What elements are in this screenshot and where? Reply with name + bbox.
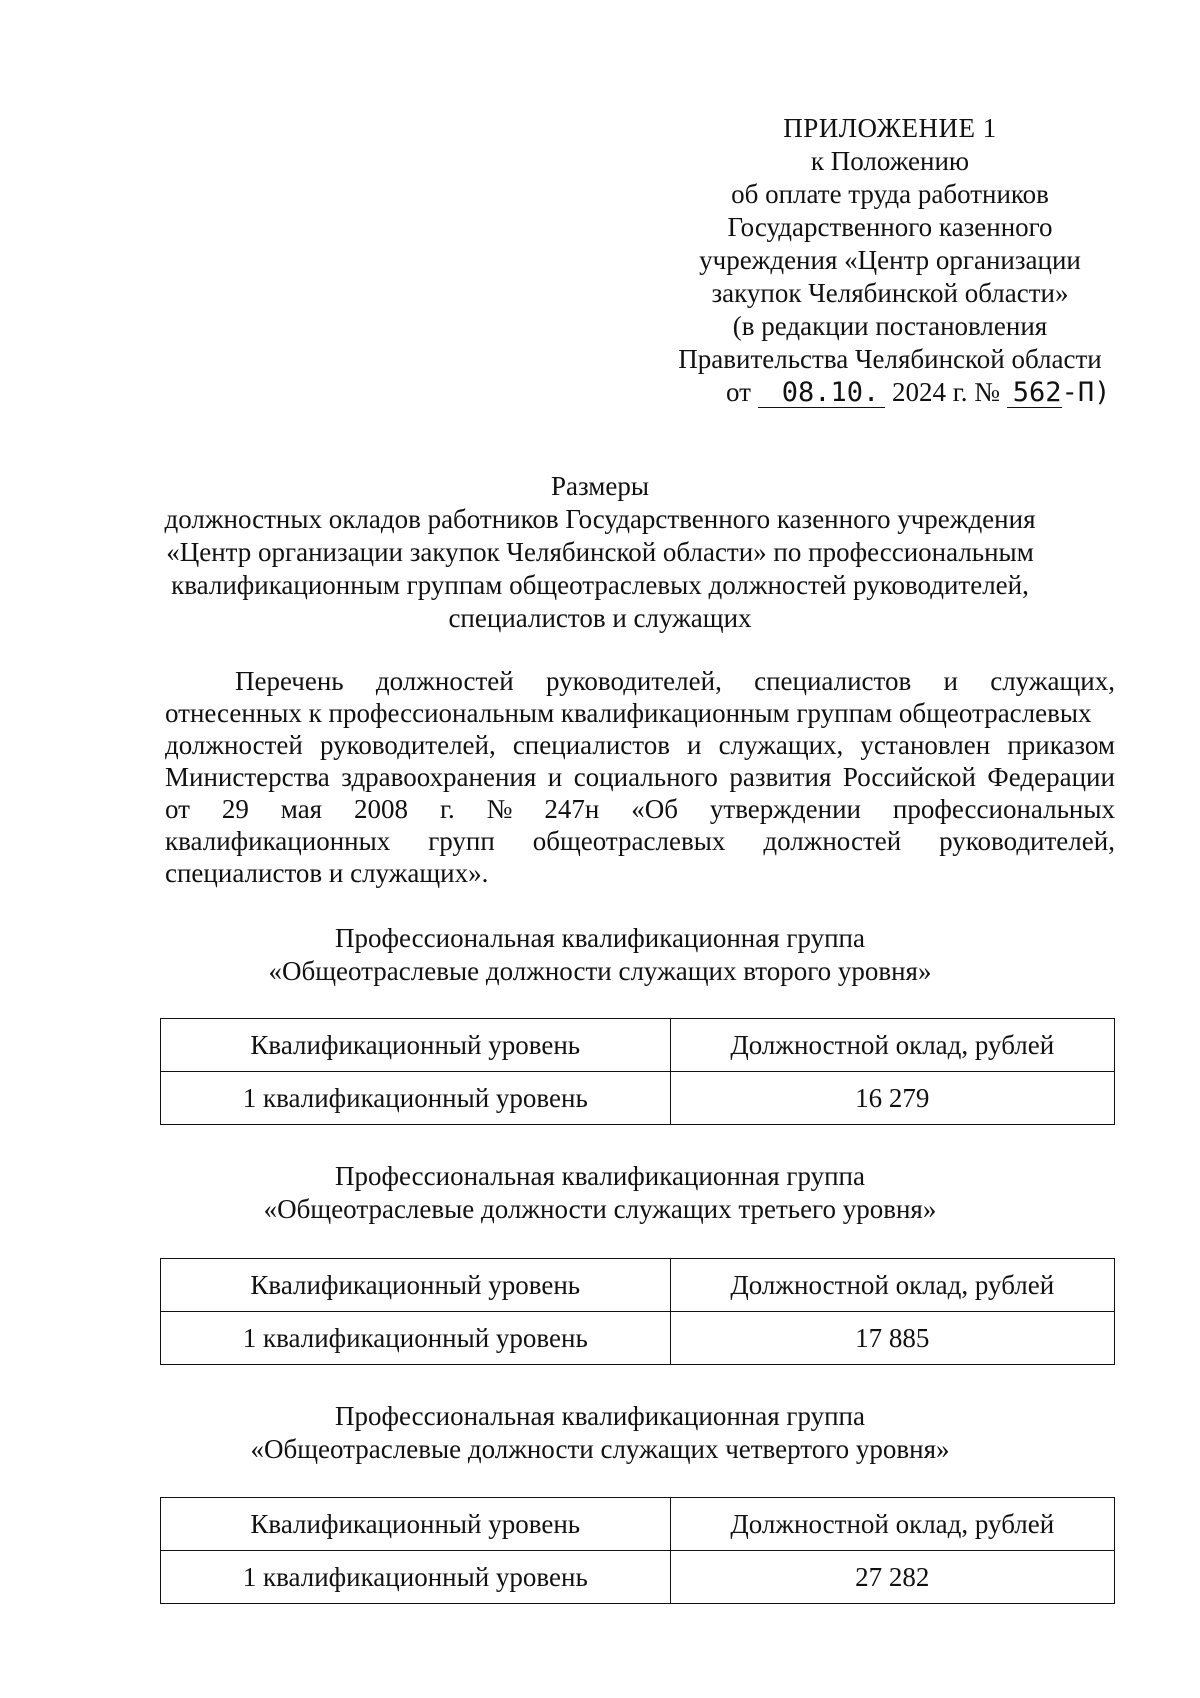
paragraph-line <box>165 793 1115 825</box>
paragraph-word: Российской <box>842 762 976 792</box>
paragraph-word: руководителей, <box>546 666 722 696</box>
group-heading-line: Профессиональная квалификационная группа <box>335 923 865 953</box>
paragraph-word: специалистов и служащих». <box>165 858 489 888</box>
annex-header <box>660 112 1120 409</box>
table-cell: 1 квалификационный уровень <box>161 1312 671 1365</box>
table-header-row <box>161 1498 1115 1551</box>
annex-line: к Положению <box>810 146 970 176</box>
body-paragraph <box>165 665 1115 889</box>
paragraph-word: 247н <box>544 794 600 824</box>
table-cell: 16 279 <box>670 1072 1114 1125</box>
salary-table <box>160 1258 1115 1365</box>
paragraph-word: должностей <box>165 730 303 760</box>
paragraph-line <box>165 697 1115 729</box>
paragraph-word: установлен <box>860 730 991 760</box>
paragraph-word: социального <box>573 762 718 792</box>
paragraph-word: здравоохранения <box>341 762 537 792</box>
table-header-cell: Должностной оклад, рублей <box>670 1498 1114 1551</box>
annex-date-line <box>660 376 1120 409</box>
group-heading-line: Профессиональная квалификационная группа <box>335 1161 865 1191</box>
paragraph-line <box>165 857 1115 889</box>
table-header-row <box>161 1259 1115 1312</box>
number-suffix: -П) <box>1061 377 1111 408</box>
paragraph-word: Федерации <box>987 762 1115 792</box>
paragraph-line <box>165 665 1115 697</box>
annex-title: ПРИЛОЖЕНИЕ 1 <box>783 113 997 143</box>
annex-line: Правительства Челябинской области <box>678 344 1102 374</box>
title-line: Размеры <box>551 471 649 501</box>
group-heading-line: «Общеотраслевые должности служащих четвертого уровня» <box>250 1434 950 1464</box>
table-header-cell: Квалификационный уровень <box>161 1259 671 1312</box>
date-year: 2024 г. № <box>892 377 1001 407</box>
paragraph-word: служащих, <box>718 730 844 760</box>
paragraph-word: от <box>165 794 190 824</box>
paragraph-word: г. <box>439 794 455 824</box>
table-row <box>161 1312 1115 1365</box>
paragraph-word: руководителей, <box>319 730 496 760</box>
date-prefix: от <box>726 377 751 407</box>
group-heading-line: «Общеотраслевые должности служащих второго уровня» <box>268 956 932 986</box>
paragraph-word: и <box>943 666 958 696</box>
paragraph-word: специалистов <box>512 730 670 760</box>
paragraph-word: «Об <box>631 794 678 824</box>
paragraph-word: развития <box>729 762 832 792</box>
paragraph-line <box>165 825 1115 857</box>
paragraph-word: 2008 <box>354 794 409 824</box>
group-heading-line: «Общеотраслевые должности служащих третьего уровня» <box>263 1194 937 1224</box>
group-heading <box>150 922 1050 988</box>
paragraph-word: мая <box>280 794 323 824</box>
paragraph-word: и <box>687 730 702 760</box>
table-header-row <box>161 1019 1115 1072</box>
group-heading <box>150 1400 1050 1466</box>
paragraph-word: должностей <box>763 826 902 856</box>
table-header-cell: Должностной оклад, рублей <box>670 1259 1114 1312</box>
paragraph-word: руководителей, <box>939 826 1115 856</box>
table-header-cell: Квалификационный уровень <box>161 1019 671 1072</box>
table-cell: 27 282 <box>670 1551 1114 1604</box>
paragraph-word: отнесенных к профессиональным квалификационным группам общеотраслевых <box>165 698 1092 728</box>
paragraph-word: групп <box>428 826 495 856</box>
table-cell: 1 квалификационный уровень <box>161 1072 671 1125</box>
salary-table <box>160 1018 1115 1125</box>
paragraph-word: Министерства <box>165 762 330 792</box>
table-cell: 17 885 <box>670 1312 1114 1365</box>
paragraph-word: утверждении <box>709 794 861 824</box>
paragraph-word: квалификационных <box>165 826 391 856</box>
table-cell: 1 квалификационный уровень <box>161 1551 671 1604</box>
title-line: специалистов и служащих <box>448 603 752 633</box>
paragraph-word: должностей <box>375 666 514 696</box>
annex-line: закупок Челябинской области» <box>711 278 1069 308</box>
title-line: квалификационным группам общеотраслевых должностей руководителей, <box>171 570 1029 600</box>
table-header-cell: Квалификационный уровень <box>161 1498 671 1551</box>
paragraph-word: 29 <box>221 794 249 824</box>
salary-table <box>160 1497 1115 1604</box>
table-row <box>161 1551 1115 1604</box>
document-title <box>150 470 1050 635</box>
title-line: «Центр организации закупок Челябинской области» по профессиональным <box>166 537 1034 567</box>
annex-line: (в редакции постановления <box>732 311 1048 341</box>
paragraph-word: общеотраслевых <box>532 826 726 856</box>
group-heading <box>150 1160 1050 1226</box>
date-value: 08.10. <box>758 379 886 408</box>
table-row <box>161 1072 1115 1125</box>
annex-line: учреждения «Центр организации <box>699 245 1081 275</box>
annex-line: Государственного казенного <box>727 212 1053 242</box>
paragraph-word: приказом <box>1007 730 1115 760</box>
paragraph-word: специалистов <box>754 666 912 696</box>
annex-line: об оплате труда работников <box>731 179 1049 209</box>
paragraph-word: и <box>547 762 563 792</box>
paragraph-word: № <box>486 794 513 824</box>
paragraph-word: служащих, <box>990 666 1115 696</box>
table-header-cell: Должностной оклад, рублей <box>670 1019 1114 1072</box>
group-heading-line: Профессиональная квалификационная группа <box>335 1401 865 1431</box>
paragraph-word: профессиональных <box>892 794 1115 824</box>
paragraph-word: Перечень <box>235 666 344 696</box>
paragraph-line <box>165 729 1115 761</box>
number-value: 562 <box>1007 379 1062 408</box>
title-line: должностных окладов работников Государственного казенного учреждения <box>164 504 1036 534</box>
paragraph-line <box>165 761 1115 793</box>
